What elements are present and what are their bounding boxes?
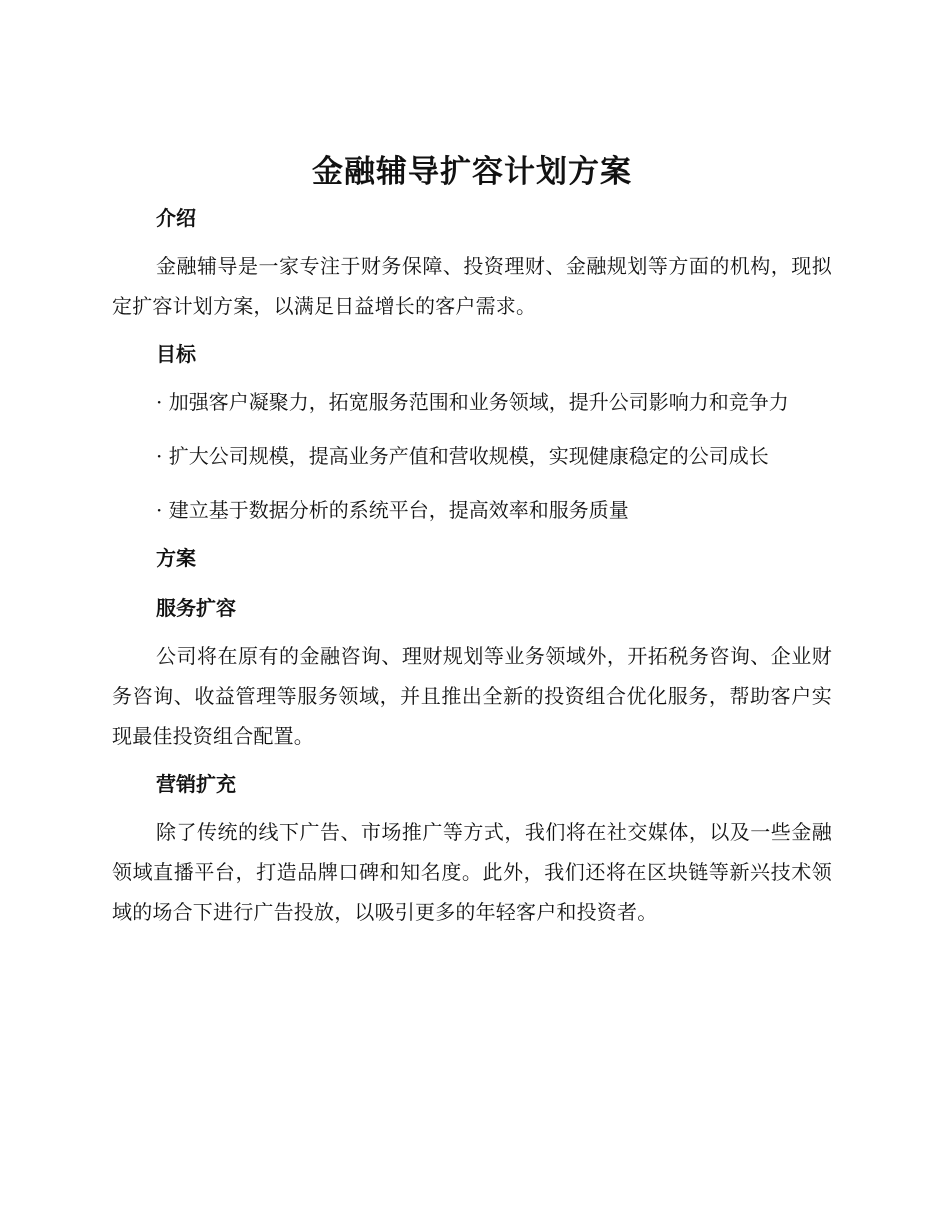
subsection-heading-service: 服务扩容 — [156, 596, 236, 620]
goal-item-3: · 建立基于数据分析的系统平台，提高效率和服务质量 — [156, 498, 629, 522]
section-heading-goals: 目标 — [156, 342, 196, 366]
intro-paragraph: 金融辅导是一家专注于财务保障、投资理财、金融规划等方面的机构，现拟定扩容计划方案，以满足日益增长的客户需求。 — [112, 254, 832, 318]
section-heading-plan: 方案 — [156, 546, 196, 570]
service-paragraph: 公司将在原有的金融咨询、理财规划等业务领域外，开拓税务咨询、企业财务咨询、收益管理等服务领域，并且推出全新的投资组合优化服务，帮助客户实现最佳投资组合配置。 — [112, 644, 832, 748]
section-heading-intro: 介绍 — [156, 206, 196, 230]
document-page — [112, 150, 832, 932]
goal-item-2: · 扩大公司规模，提高业务产值和营收规模，实现健康稳定的公司成长 — [156, 444, 769, 468]
subsection-heading-marketing: 营销扩充 — [156, 772, 236, 796]
goal-item-1: · 加强客户凝聚力，拓宽服务范围和业务领域，提升公司影响力和竞争力 — [156, 390, 789, 414]
marketing-paragraph: 除了传统的线下广告、市场推广等方式，我们将在社交媒体，以及一些金融领域直播平台，打造品牌口碑和知名度。此外，我们还将在区块链等新兴技术领域的场合下进行广告投放，以吸引更多的年轻客户和投资者。 — [112, 820, 832, 924]
document-title: 金融辅导扩容计划方案 — [312, 154, 632, 190]
